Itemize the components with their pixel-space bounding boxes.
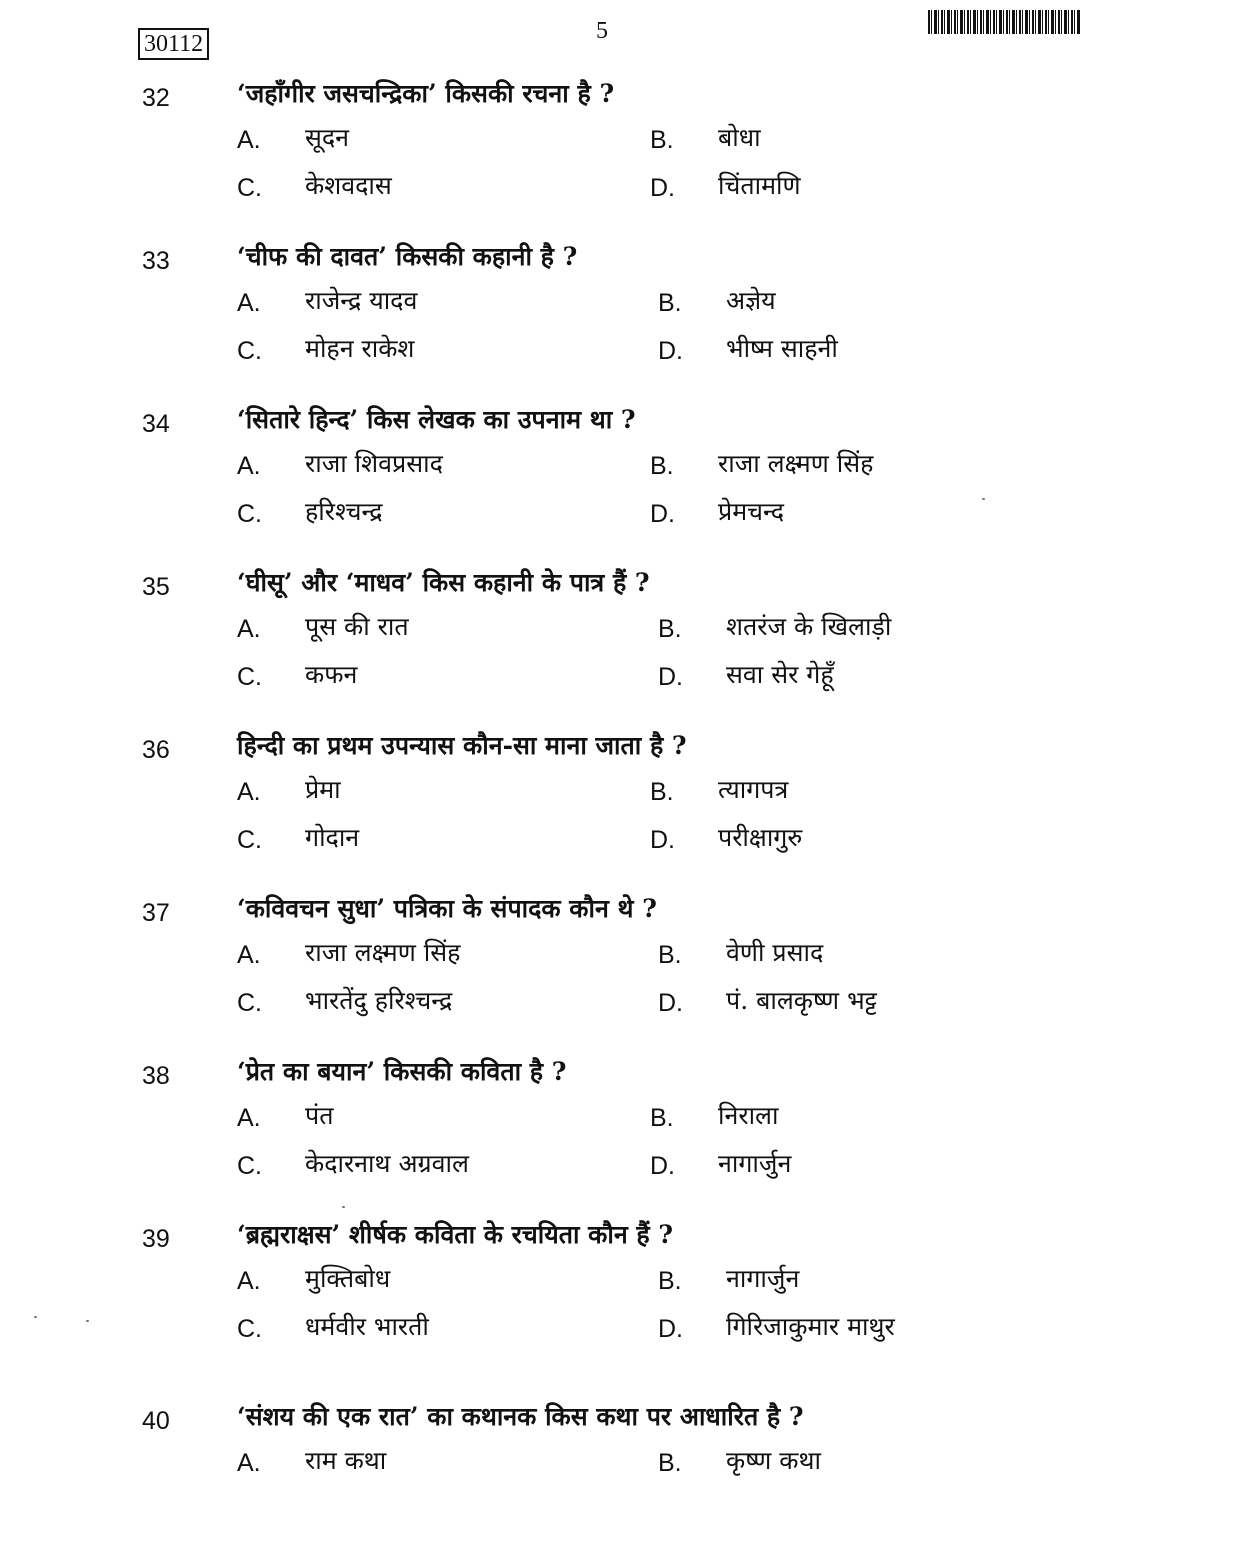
option-letter: C.: [237, 174, 262, 202]
option-letter: B.: [650, 1104, 674, 1132]
option-text: नागार्जुन: [726, 1264, 800, 1293]
option-letter: A.: [237, 1267, 261, 1295]
question-32: [0, 79, 1241, 224]
option-text: निराला: [718, 1101, 779, 1130]
scan-speck: [86, 1320, 89, 1322]
option-letter: D.: [650, 174, 675, 202]
option-letter: C.: [237, 500, 262, 528]
option-text: मोहन राकेश: [305, 334, 415, 363]
question-number: 39: [142, 1225, 170, 1253]
option-letter: D.: [658, 337, 683, 365]
option-letter: B.: [658, 615, 682, 643]
option-text: मुक्तिबोध: [305, 1264, 391, 1293]
question-number: 38: [142, 1062, 170, 1090]
question-34: [0, 405, 1241, 550]
question-number: 32: [142, 84, 170, 112]
question-text: ‘घीसू’ और ‘माधव’ किस कहानी के पात्र हैं ?: [237, 568, 650, 597]
question-number: 35: [142, 573, 170, 601]
option-text: धर्मवीर भारती: [305, 1312, 429, 1341]
option-letter: B.: [650, 452, 674, 480]
question-37: [0, 894, 1241, 1039]
option-letter: C.: [237, 1315, 262, 1343]
option-letter: B.: [650, 126, 674, 154]
option-text: अज्ञेय: [726, 286, 776, 315]
option-letter: D.: [658, 989, 683, 1017]
question-number: 40: [142, 1407, 170, 1435]
option-text: परीक्षागुरु: [718, 823, 803, 852]
question-39: [0, 1220, 1241, 1365]
scan-speck: [342, 1206, 345, 1208]
option-text: राजेन्द्र यादव: [305, 286, 418, 315]
option-text: भारतेंदु हरिश्चन्द्र: [305, 986, 453, 1015]
option-letter: A.: [237, 1104, 261, 1132]
option-letter: B.: [650, 778, 674, 806]
option-letter: A.: [237, 289, 261, 317]
question-text: ‘सितारे हिन्द’ किस लेखक का उपनाम था ?: [237, 405, 636, 434]
option-letter: D.: [650, 500, 675, 528]
question-text: हिन्दी का प्रथम उपन्यास कौन-सा माना जाता है ?: [237, 731, 687, 760]
option-text: सूदन: [305, 123, 350, 152]
option-text: राजा लक्ष्मण सिंह: [718, 449, 874, 478]
option-letter: C.: [237, 989, 262, 1017]
option-letter: C.: [237, 663, 262, 691]
question-33: [0, 242, 1241, 387]
question-number: 33: [142, 247, 170, 275]
question-text: ‘प्रेत का बयान’ किसकी कविता है ?: [237, 1057, 567, 1086]
option-letter: B.: [658, 1267, 682, 1295]
option-text: चिंतामणि: [718, 171, 801, 200]
option-text: पंत: [305, 1101, 334, 1130]
question-number: 37: [142, 899, 170, 927]
option-letter: B.: [658, 1449, 682, 1477]
question-text: ‘ब्रह्मराक्षस’ शीर्षक कविता के रचयिता कौन हैं ?: [237, 1220, 674, 1249]
option-text: बोधा: [718, 123, 761, 152]
page-number: 5: [596, 18, 608, 44]
question-35: [0, 568, 1241, 713]
option-letter: D.: [658, 1315, 683, 1343]
question-40: [0, 1402, 1241, 1547]
option-letter: A.: [237, 1449, 261, 1477]
option-text: कफन: [305, 660, 358, 689]
option-letter: B.: [658, 289, 682, 317]
option-letter: A.: [237, 778, 261, 806]
question-number: 34: [142, 410, 170, 438]
option-letter: A.: [237, 126, 261, 154]
option-text: केदारनाथ अग्रवाल: [305, 1149, 469, 1178]
option-text: त्यागपत्र: [718, 775, 789, 804]
option-text: कृष्ण कथा: [726, 1446, 821, 1475]
option-text: सवा सेर गेहूँ: [726, 660, 834, 689]
question-text: ‘जहाँगीर जसचन्द्रिका’ किसकी रचना है ?: [237, 79, 615, 108]
question-text: ‘संशय की एक रात’ का कथानक किस कथा पर आधारित है ?: [237, 1402, 804, 1431]
option-text: केशवदास: [305, 171, 392, 200]
option-letter: B.: [658, 941, 682, 969]
option-letter: D.: [650, 1152, 675, 1180]
question-36: [0, 731, 1241, 876]
option-text: गोदान: [305, 823, 360, 852]
option-letter: C.: [237, 1152, 262, 1180]
option-text: नागार्जुन: [718, 1149, 792, 1178]
option-text: हरिश्चन्द्र: [305, 497, 383, 526]
scan-speck: [34, 1316, 37, 1318]
paper-code: 30112: [138, 28, 209, 60]
option-text: पूस की रात: [305, 612, 409, 641]
option-text: भीष्म साहनी: [726, 334, 838, 363]
option-text: वेणी प्रसाद: [726, 938, 824, 967]
question-38: [0, 1057, 1241, 1202]
option-text: गिरिजाकुमार माथुर: [726, 1312, 895, 1341]
question-number: 36: [142, 736, 170, 764]
option-text: शतरंज के खिलाड़ी: [726, 612, 892, 641]
option-letter: D.: [650, 826, 675, 854]
option-text: राजा शिवप्रसाद: [305, 449, 443, 478]
option-letter: C.: [237, 337, 262, 365]
option-text: प्रेमा: [305, 775, 341, 804]
option-letter: A.: [237, 615, 261, 643]
option-text: प्रेमचन्द: [718, 497, 785, 526]
question-text: ‘चीफ की दावत’ किसकी कहानी है ?: [237, 242, 578, 271]
question-text: ‘कविवचन सुधा’ पत्रिका के संपादक कौन थे ?: [237, 894, 657, 923]
option-letter: D.: [658, 663, 683, 691]
option-letter: A.: [237, 941, 261, 969]
option-text: राजा लक्ष्मण सिंह: [305, 938, 461, 967]
scan-speck: [982, 498, 985, 500]
option-text: पं. बालकृष्ण भट्ट: [726, 986, 877, 1015]
option-letter: A.: [237, 452, 261, 480]
barcode: [928, 10, 1080, 34]
option-letter: C.: [237, 826, 262, 854]
option-text: राम कथा: [305, 1446, 387, 1475]
